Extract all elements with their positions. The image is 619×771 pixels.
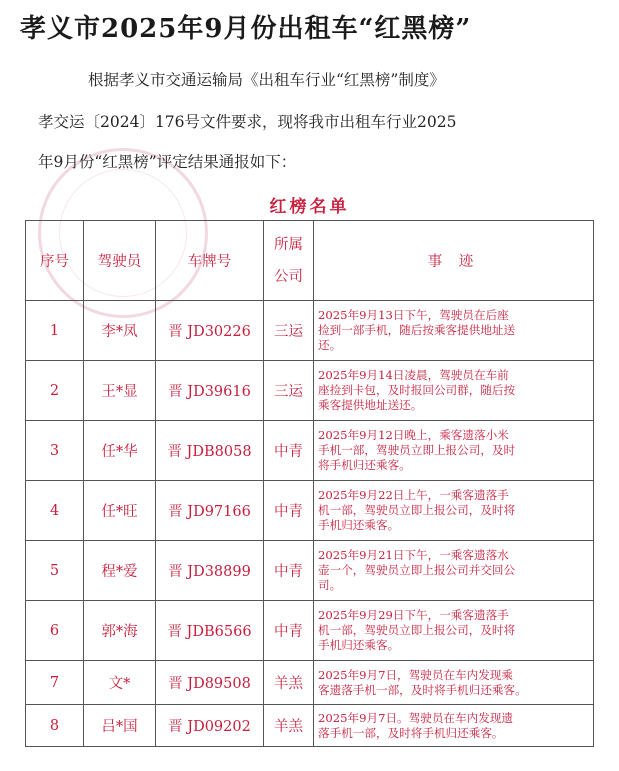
header-plate: 车牌号: [156, 221, 264, 301]
intro-line-3: 年9月份“红黑榜”评定结果通报如下：: [38, 153, 297, 171]
cell-company: 羊羔: [264, 705, 314, 747]
cell-index: 4: [26, 481, 84, 541]
cell-driver: 吕*国: [84, 705, 156, 747]
cell-deed: [314, 301, 594, 361]
deed-line: 2025年9月7日。驾驶员在车内发现遗: [318, 710, 513, 725]
deed-line: 捡到一部手机，随后按乘客提供地址送: [318, 323, 516, 337]
cell-driver: 任*旺: [84, 481, 156, 541]
cell-plate: 晋 JD97166: [156, 481, 264, 541]
cell-deed: [314, 361, 594, 421]
cell-index: 8: [26, 705, 84, 747]
header-company-line-2: 公司: [274, 268, 303, 285]
cell-plate: 晋 JD38899: [156, 541, 264, 601]
cell-index: 1: [26, 301, 84, 361]
cell-driver: 王*显: [84, 361, 156, 421]
cell-deed: [314, 541, 594, 601]
deed-line: 司。: [318, 578, 342, 592]
cell-deed: [314, 601, 594, 661]
deed-line: 机一部，驾驶员立即上报公司，及时将: [318, 623, 516, 637]
deed-line: 落手机一部，及时将手机归还乘客。: [318, 725, 504, 740]
header-company: [264, 221, 314, 301]
deed-line: 2025年9月13日下午，驾驶员在后座: [318, 308, 509, 322]
deed-line: 2025年9月7日，驾驶员在车内发现乘: [318, 667, 513, 682]
cell-deed: [314, 705, 594, 747]
table-row: [26, 301, 594, 361]
table-row: [26, 661, 594, 705]
cell-plate: 晋 JDB8058: [156, 421, 264, 481]
deed-line: 手机归还乘客。: [318, 638, 400, 652]
cell-driver: 李*凤: [84, 301, 156, 361]
table-row: [26, 705, 594, 747]
cell-deed: [314, 421, 594, 481]
page-title: 孝义市2025年9月份出租车“红黑榜”: [20, 14, 472, 44]
table-header-row: [26, 221, 594, 301]
table-row: [26, 421, 594, 481]
cell-driver: 任*华: [84, 421, 156, 481]
cell-index: 7: [26, 661, 84, 705]
cell-company: 羊羔: [264, 661, 314, 705]
deed-line: 座捡到卡包，及时报回公司群，随后按: [318, 383, 516, 397]
table-row: [26, 541, 594, 601]
cell-index: 2: [26, 361, 84, 421]
table-row: [26, 601, 594, 661]
cell-driver: 程*爱: [84, 541, 156, 601]
deed-line: 2025年9月29日下午，一乘客遗落手: [318, 608, 509, 622]
cell-company: 中青: [264, 421, 314, 481]
cell-driver: 文*: [84, 661, 156, 705]
cell-company: 中青: [264, 481, 314, 541]
header-company-line-1: 所属: [274, 236, 303, 253]
cell-index: 5: [26, 541, 84, 601]
cell-plate: 晋 JD39616: [156, 361, 264, 421]
table-row: [26, 481, 594, 541]
deed-line: 2025年9月22日上午，一乘客遗落手: [318, 488, 509, 502]
cell-plate: 晋 JDB6566: [156, 601, 264, 661]
header-deeds: 事 迹: [314, 221, 594, 301]
deed-line: 2025年9月12日晚上，乘客遗落小米: [318, 428, 509, 442]
cell-company: 三运: [264, 361, 314, 421]
cell-company: 三运: [264, 301, 314, 361]
cell-company: 中青: [264, 541, 314, 601]
cell-plate: 晋 JD30226: [156, 301, 264, 361]
intro-line-2: 孝交运〔2024〕176号文件要求，现将我市出租车行业2025: [38, 113, 457, 131]
deed-line: 机一部，驾驶员立即上报公司，及时将: [318, 503, 516, 517]
red-list-table: [25, 220, 594, 747]
deed-line: 手机归还乘客。: [318, 518, 400, 532]
red-list-title: 红榜名单: [269, 197, 350, 217]
cell-plate: 晋 JD89508: [156, 661, 264, 705]
cell-company: 中青: [264, 601, 314, 661]
deed-line: 手机一部，驾驶员立即上报公司，及时: [318, 443, 516, 457]
cell-index: 6: [26, 601, 84, 661]
deed-line: 2025年9月14日凌晨，驾驶员在车前: [318, 368, 509, 382]
cell-index: 3: [26, 421, 84, 481]
cell-plate: 晋 JD09202: [156, 705, 264, 747]
header-driver: 驾驶员: [84, 221, 156, 301]
deed-line: 2025年9月21日下午，一乘客遗落水: [318, 548, 509, 562]
cell-deed: [314, 481, 594, 541]
intro-line-1: 根据孝义市交通运输局《出租车行业“红黑榜”制度》: [88, 71, 445, 89]
deed-line: 还。: [318, 338, 342, 352]
deed-line: 乘客提供地址送还。: [318, 398, 423, 412]
header-index: 序号: [26, 221, 84, 301]
deed-line: 客遗落手机一部，及时将手机归还乘客。: [318, 682, 527, 697]
table-row: [26, 361, 594, 421]
cell-deed: [314, 661, 594, 705]
deed-line: 将手机归还乘客。: [318, 458, 411, 472]
cell-driver: 郭*海: [84, 601, 156, 661]
deed-line: 壶一个，驾驶员立即上报公司并交回公: [318, 563, 516, 577]
